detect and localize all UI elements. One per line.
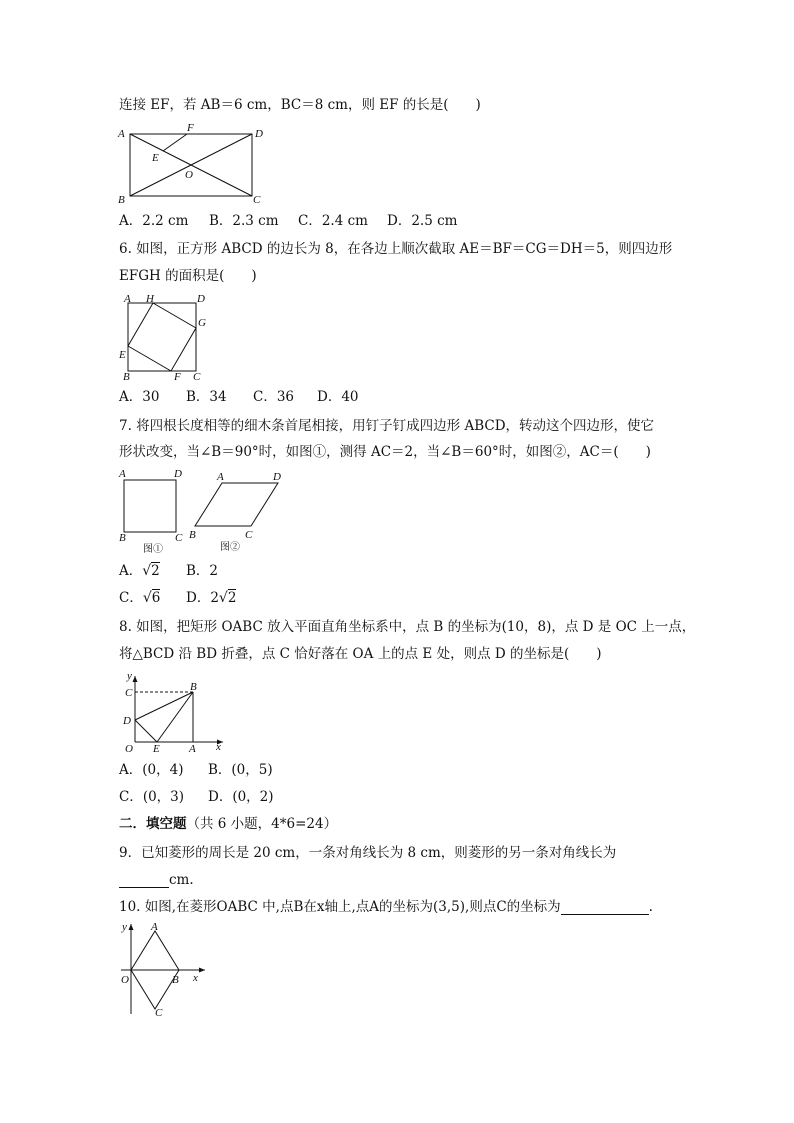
- q7-fig2-caption: 图②: [220, 542, 240, 553]
- q8-option-a[interactable]: A．(0，4): [119, 762, 184, 778]
- q6-stem-line2: EFGH 的面积是( ): [119, 268, 257, 284]
- q6-label-c: C: [193, 371, 201, 383]
- q5-label-e: E: [152, 152, 159, 164]
- q6-option-d[interactable]: D．40: [317, 389, 359, 405]
- q10-answer-blank[interactable]: [561, 900, 649, 915]
- q8-coordinate-figure: [117, 670, 229, 754]
- q5-options: [119, 213, 457, 229]
- q7-options-row1: [119, 563, 218, 579]
- q10-label-a: A: [151, 921, 158, 933]
- q7-fig1-label-b: B: [119, 532, 126, 544]
- sqrt-icon: √: [218, 590, 228, 606]
- q6-stem-line1: 6. 如图，正方形 ABCD 的边长为 8，在各边上顺次截取 AE＝BF＝CG＝DH＝5，则四边形: [119, 241, 673, 257]
- q5-option-a[interactable]: A．2.2 cm: [119, 213, 189, 229]
- q7-option-a[interactable]: A．√2: [119, 563, 160, 579]
- q8-label-a: A: [189, 743, 196, 755]
- q5-rectangle-figure: [115, 121, 270, 205]
- q10-label-o: O: [121, 974, 129, 986]
- q8-label-c: C: [125, 687, 133, 699]
- q10-stem: 10. 如图,在菱形OABC 中,点B在x轴上,点A的坐标为(3,5),则点C的坐标为 .: [119, 899, 653, 915]
- q10-label-b: B: [172, 974, 179, 986]
- q7-fig1-caption: 图①: [143, 544, 163, 555]
- q9-answer-line: cm.: [119, 872, 194, 888]
- q10-label-x: x: [193, 972, 198, 984]
- q7-stem-line1: 7. 将四根长度相等的细木条首尾相接，用钉子钉成四边形 ABCD，转动这个四边形，使它: [119, 418, 655, 434]
- q10-label-y: y: [122, 921, 127, 933]
- q6-option-b[interactable]: B．34: [186, 389, 227, 405]
- q8-option-c[interactable]: C．(0，3): [119, 789, 185, 805]
- q6-label-d: D: [197, 293, 205, 305]
- q8-options-row2: [119, 789, 274, 805]
- q8-option-b[interactable]: B．(0，5): [208, 762, 273, 778]
- q5-option-d[interactable]: D．2.5 cm: [387, 213, 458, 229]
- q10-rhombus-figure: [117, 918, 209, 1020]
- sqrt-icon: √: [142, 590, 152, 606]
- q8-stem-line1: 8. 如图，把矩形 OABC 放入平面直角坐标系中，点 B 的坐标为(10，8)，点 D 是 OC 上一点，: [119, 619, 696, 635]
- q8-option-d[interactable]: D．(0，2): [208, 789, 274, 805]
- q6-label-g: G: [198, 317, 206, 329]
- section-title: 二．填空题: [119, 816, 187, 832]
- q7-fig2-label-c: C: [245, 529, 253, 541]
- q5-label-o: O: [185, 169, 193, 181]
- q7-rhombus-figure: [185, 466, 295, 556]
- q6-square-figure: [117, 292, 217, 383]
- q8-label-e: E: [153, 743, 160, 755]
- q6-options: [119, 389, 359, 405]
- q6-label-a: A: [124, 293, 131, 305]
- q5-label-b: B: [118, 194, 125, 206]
- q5-label-c: C: [253, 194, 261, 206]
- q7-option-c[interactable]: C．√6: [119, 590, 161, 606]
- q5-label-a: A: [118, 128, 125, 140]
- q8-label-b: B: [190, 681, 197, 693]
- q9-stem: 9．已知菱形的周长是 20 cm，一条对角线长为 8 cm，则菱形的另一条对角线长为: [119, 845, 617, 861]
- sqrt-icon: √: [142, 563, 152, 579]
- q6-label-e: E: [119, 349, 126, 361]
- q6-label-h: H: [146, 293, 154, 305]
- q8-label-x: x: [216, 741, 221, 753]
- q7-options-row2: [119, 590, 236, 606]
- q5-label-d: D: [255, 128, 263, 140]
- q5-label-f: F: [187, 122, 194, 134]
- q6-option-a[interactable]: A．30: [119, 389, 160, 405]
- q7-square-figure: [115, 466, 195, 556]
- q5-option-b[interactable]: B．2.3 cm: [209, 213, 279, 229]
- q10-label-c: C: [155, 1007, 163, 1019]
- q8-label-o: O: [125, 743, 133, 755]
- section-note: （共 6 小题，4*6=24）: [186, 816, 338, 832]
- q8-label-d: D: [123, 715, 131, 727]
- q5-option-c[interactable]: C．2.4 cm: [298, 213, 368, 229]
- q7-fig2-label-b: B: [189, 529, 196, 541]
- q7-fig2-label-a: A: [217, 471, 224, 483]
- q6-label-f: F: [174, 371, 181, 383]
- q6-option-c[interactable]: C．36: [253, 389, 295, 405]
- q7-fig2-label-d: D: [273, 471, 281, 483]
- q7-fig1-label-c: C: [175, 532, 183, 544]
- q5-stem: 连接 EF，若 AB＝6 cm，BC＝8 cm，则 EF 的长是( ): [119, 97, 481, 113]
- q6-label-b: B: [123, 371, 130, 383]
- q7-fig1-label-a: A: [119, 468, 126, 480]
- q8-options-row1: [119, 762, 273, 778]
- q8-stem-line2: 将△BCD 沿 BD 折叠，点 C 恰好落在 OA 上的点 E 处，则点 D 的坐标是( ): [119, 646, 602, 662]
- q7-fig1-label-d: D: [174, 468, 182, 480]
- q7-option-d[interactable]: D．2√2: [186, 590, 237, 606]
- q7-option-b[interactable]: B．2: [186, 563, 219, 579]
- section-heading: [119, 816, 337, 832]
- q8-label-y: y: [127, 670, 132, 682]
- q7-stem-line2: 形状改变，当∠B＝90°时，如图①，测得 AC＝2，当∠B＝60°时，如图②，AC＝( ): [119, 444, 651, 460]
- q9-answer-blank[interactable]: [119, 873, 169, 888]
